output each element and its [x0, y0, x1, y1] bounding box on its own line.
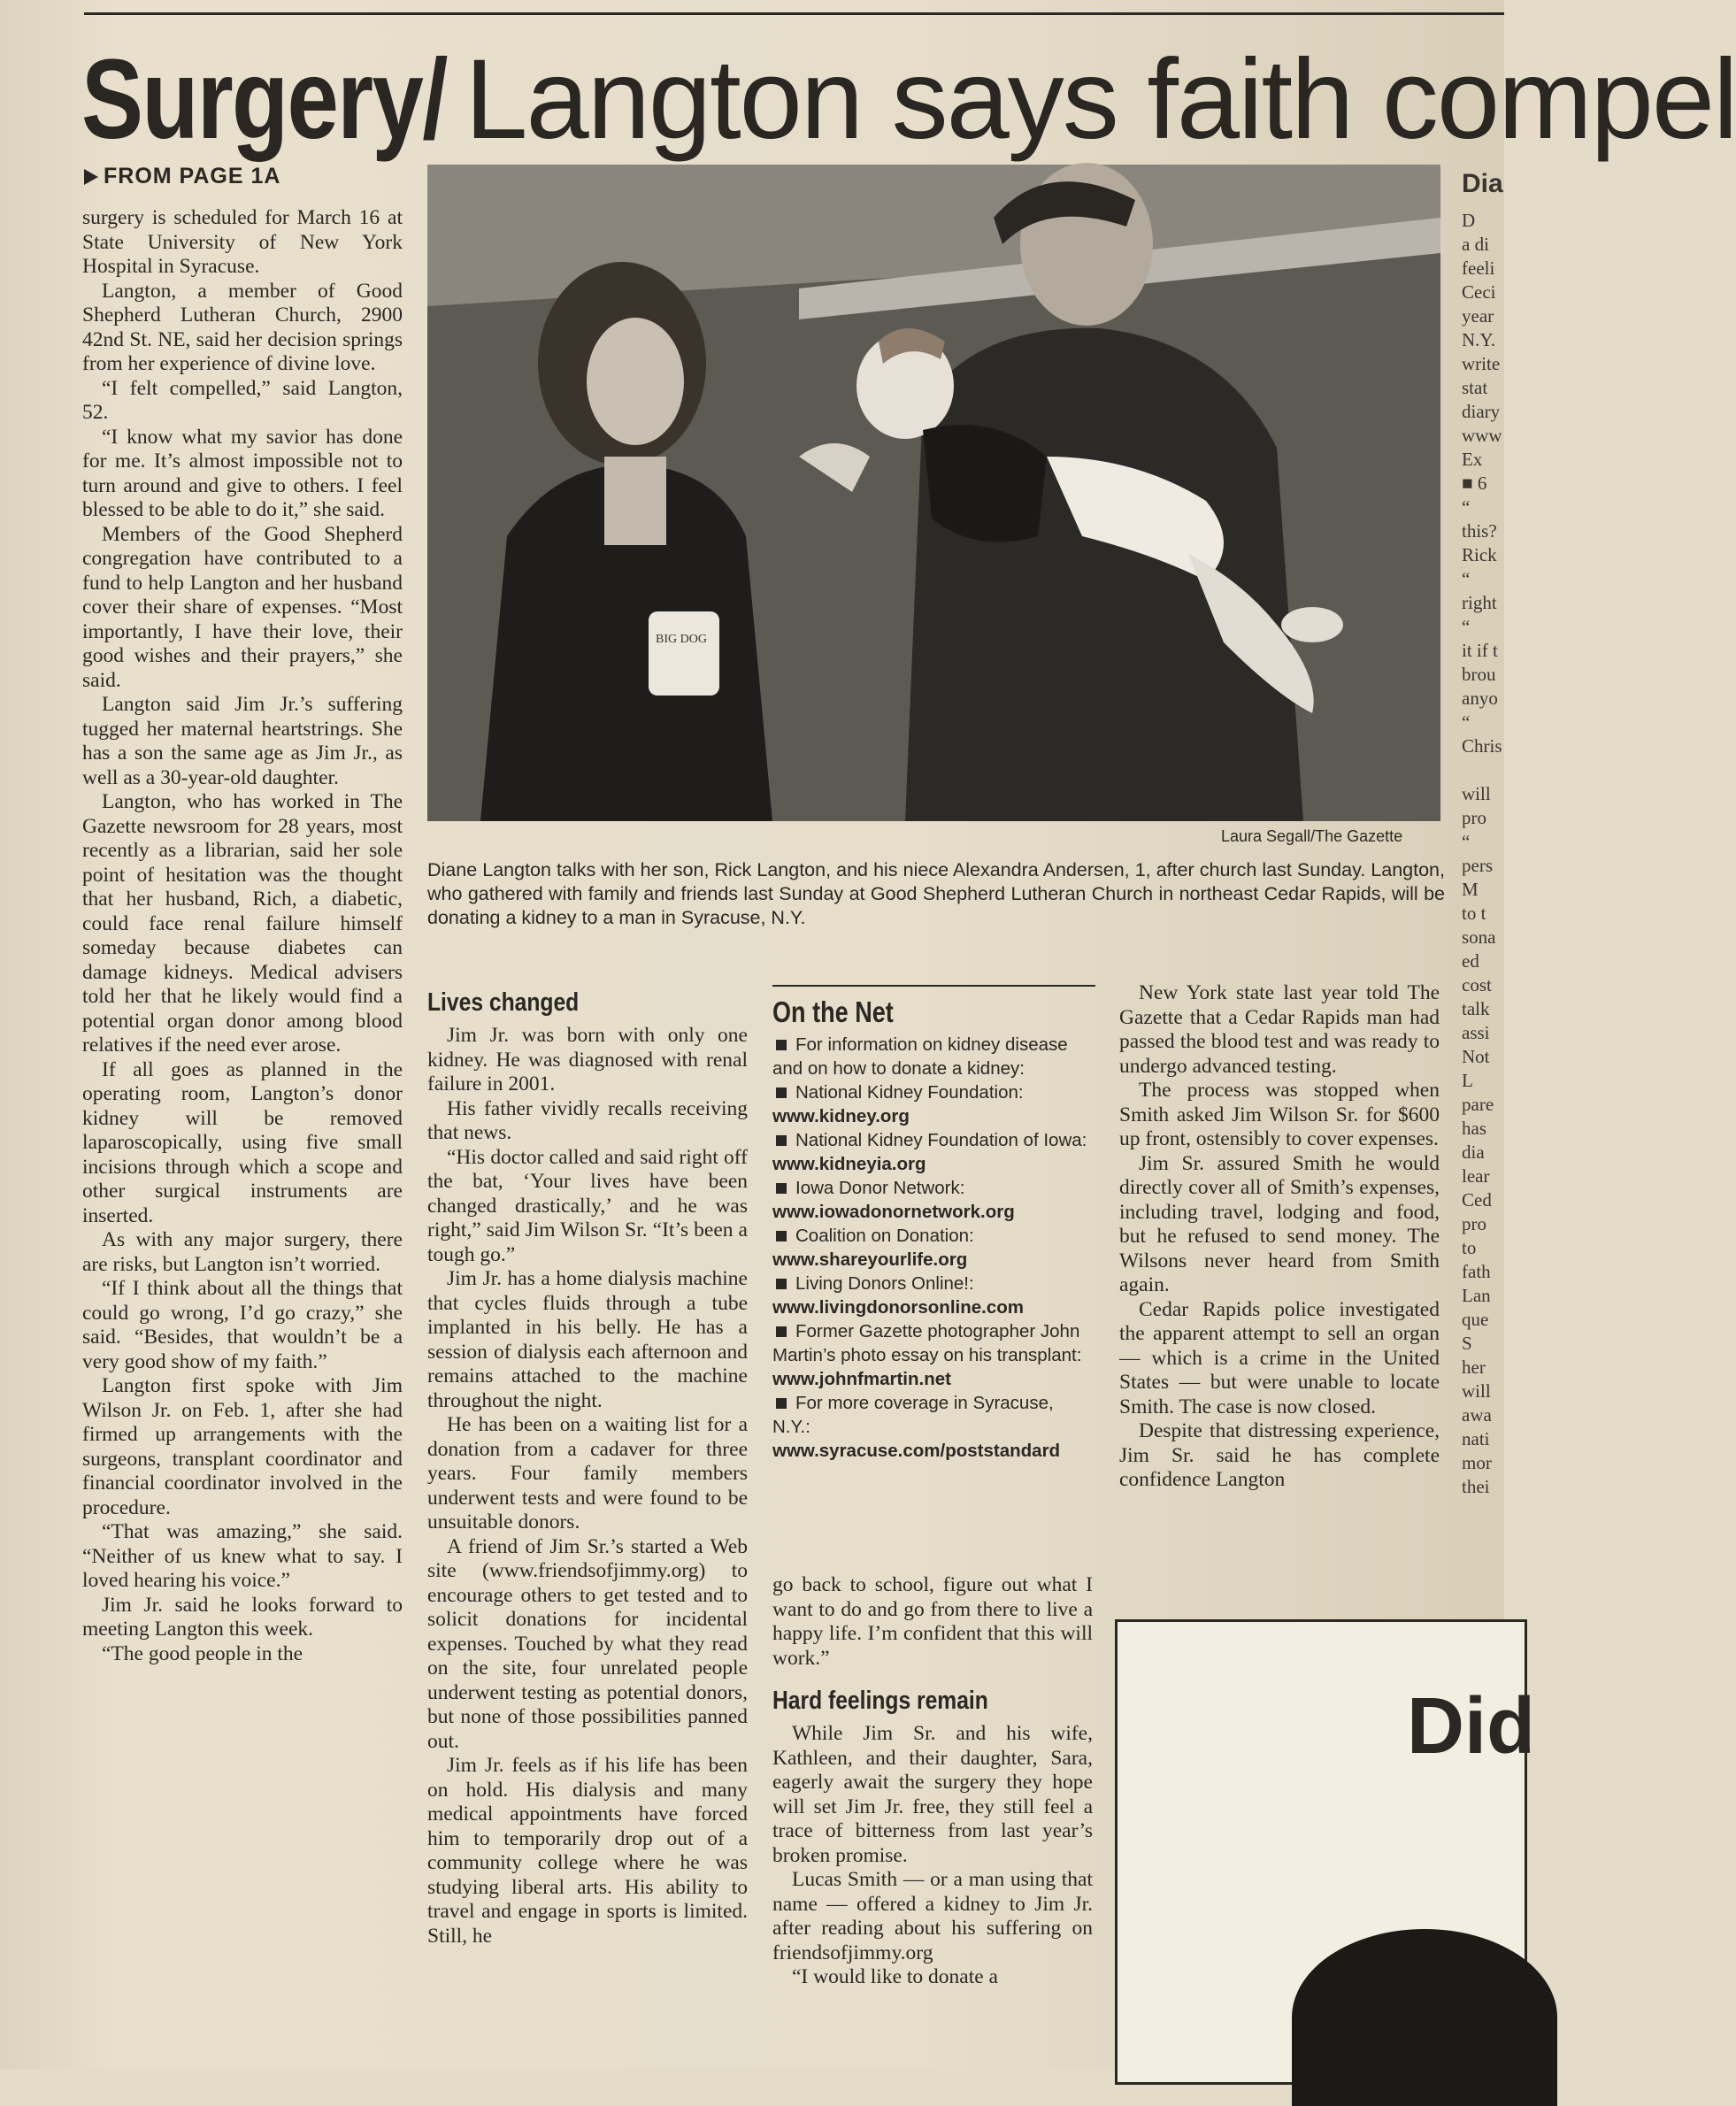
column-2-paragraph: “His doctor called and said right off the bat, ‘Your lives have been changed drastically,’ and he was right,” said Jim Wilson Sr. “It’s been a tough go.” [427, 1145, 748, 1266]
net-item [772, 1176, 1095, 1224]
column-3-paragraph: Lucas Smith — or a man using that name — offered a kidney to Jim Jr. after reading about his suffering on friendsofjimmy.org [772, 1868, 1093, 1964]
cut-off-line: www [1462, 425, 1502, 446]
net-item [772, 1391, 1095, 1463]
cut-off-line: “ [1462, 616, 1471, 637]
cut-off-line: year [1462, 305, 1494, 327]
net-item-link[interactable]: www.johnfmartin.net [772, 1369, 951, 1389]
column-4-paragraph: Cedar Rapids police investigated the apparent attempt to sell an organ — which is a crime in the United States — but were unable to locate Smith. The case is now closed. [1119, 1297, 1440, 1418]
cut-off-line: pro [1462, 1213, 1486, 1234]
cut-off-line: awa [1462, 1404, 1492, 1426]
cut-off-line: S [1462, 1333, 1472, 1354]
cut-off-line: Ex [1462, 449, 1483, 470]
column-3-lead: go back to school, figure out what I want to do and go from there to live a happy life. I’m confident that this will work.” [772, 1573, 1093, 1670]
cut-off-line: right [1462, 592, 1497, 613]
column-1-paragraph: “The good people in the [102, 1641, 303, 1665]
cut-off-line: L [1462, 1070, 1473, 1091]
net-item [772, 1033, 1095, 1080]
column-4-paragraph: Jim Sr. assured Smith he would directly cover all of Smith’s expenses, including travel, lodging and food, but he refused to send money. The Wilsons never heard from Smith again. [1119, 1151, 1440, 1296]
column-1-paragraph: surgery is scheduled for March 16 at State University of New York Hospital in Syracuse. [82, 206, 403, 278]
cut-off-line: Lan [1462, 1285, 1491, 1306]
subhead-hard-feelings: Hard feelings remain [772, 1687, 988, 1715]
cut-off-line: nati [1462, 1428, 1490, 1449]
cut-off-line: mor [1462, 1452, 1492, 1473]
headline [81, 34, 1736, 166]
cut-off-line: ed [1462, 950, 1479, 972]
cut-off-line: “ [1462, 711, 1471, 733]
net-item [772, 1080, 1095, 1128]
column-1-paragraph: As with any major surgery, there are risks, but Langton isn’t worried. [82, 1228, 403, 1276]
bullet-square-icon [776, 1088, 787, 1098]
cut-off-line: will [1462, 783, 1491, 804]
column-2-paragraph: A friend of Jim Sr.’s started a Web site (www.friendsofjimmy.org) to encourage others to get tested and to solicit donations for incidental expenses. Touched by what they read on the site, four unrelated people underwent testing as potential donors, but none of those possibilities panned out. [427, 1534, 748, 1753]
advertisement-photo [1292, 1929, 1557, 2106]
cut-off-line: “ [1462, 831, 1471, 852]
column-2 [427, 980, 748, 1948]
right-arrow-icon [84, 169, 98, 185]
cut-off-line: brou [1462, 664, 1496, 685]
column-2-body [427, 1024, 748, 1948]
column-1-paragraph: Langton, a member of Good Shepherd Lutheran Church, 2900 42nd St. NE, said her decision springs from her experience of divine love. [82, 279, 403, 375]
cut-off-heading: Dia [1462, 169, 1503, 198]
column-3-paragraph: “I would like to donate a [792, 1965, 998, 1988]
cut-off-line: “ [1462, 568, 1471, 589]
bullet-square-icon [776, 1135, 787, 1146]
cut-off-line: this? [1462, 520, 1497, 542]
cut-off-line: pare [1462, 1094, 1494, 1115]
bullet-square-icon [776, 1398, 787, 1409]
net-item-link[interactable]: www.shareyourlife.org [772, 1249, 968, 1270]
cut-off-line: will [1462, 1380, 1491, 1402]
column-3-body [772, 1722, 1093, 1990]
photo-caption: Diane Langton talks with her son, Rick Langton, and his niece Alexandra Andersen, 1, after church last Sunday. Langton, who gathered with family and friends last Sunday at Good Shepherd Lutheran Church in northeast Cedar Rapids, will be donating a kidney to a man in Syracuse, N.Y. [427, 859, 1445, 928]
cut-off-line: fath [1462, 1261, 1491, 1282]
bullet-square-icon [776, 1279, 787, 1289]
cut-off-line: pers [1462, 855, 1493, 876]
column-1-paragraph: Members of the Good Shepherd congregation have contributed to a fund to help Langton and her husband cover their share of expenses. “Most importantly, I have their love, their good wishes and their prayers,” she said. [82, 522, 403, 692]
net-item [772, 1128, 1095, 1176]
cut-off-line: Ced [1462, 1189, 1492, 1211]
top-rule [84, 12, 1504, 15]
net-item-link[interactable]: www.livingdonorsonline.com [772, 1297, 1024, 1318]
column-1-paragraph: “If I think about all the things that could go wrong, I’d go crazy,” she said. “Besides, that wouldn’t be a very good show of my faith.” [82, 1277, 403, 1373]
net-item-text: Coalition on Donation: [795, 1226, 974, 1246]
column-1 [82, 206, 403, 1666]
bullet-square-icon [776, 1183, 787, 1194]
cut-off-line: dia [1462, 1141, 1485, 1163]
column-2-paragraph: Jim Jr. has a home dialysis machine that cycles fluids through a tube implanted in his belly. He has a session of dialysis each afternoon and remains attached to the machine throughout the night. [427, 1267, 748, 1412]
cut-off-line: Rick [1462, 544, 1497, 565]
net-item-link[interactable]: www.iowadonornetwork.org [772, 1202, 1015, 1222]
cut-off-line: cost [1462, 974, 1492, 995]
column-1-paragraph: If all goes as planned in the operating room, Langton’s donor kidney will be removed laparoscopically, using five small incisions through which a scope and other surgical instruments are inserted. [82, 1057, 403, 1227]
cut-off-line: diary [1462, 401, 1501, 422]
cut-off-line: Chris [1462, 735, 1502, 757]
cut-off-line: write [1462, 353, 1501, 374]
cut-off-line: que [1462, 1309, 1489, 1330]
net-item-text: For more coverage in Syracuse, N.Y.: [772, 1393, 1054, 1437]
net-item-text: National Kidney Foundation: [795, 1082, 1024, 1103]
column-3-paragraph: While Jim Sr. and his wife, Kathleen, and their daughter, Sara, eagerly await the surgery they hope will set Jim Jr. free, they still feel a trace of bitterness from last year’s broken promise. [772, 1722, 1093, 1867]
cut-off-line: to [1462, 1237, 1477, 1258]
column-2-paragraph: Jim Jr. was born with only one kidney. He was diagnosed with renal failure in 2001. [427, 1024, 748, 1095]
net-item-link[interactable]: www.kidneyia.org [772, 1154, 926, 1174]
column-4 [1119, 981, 1440, 1493]
photo-illustration [427, 165, 1440, 821]
column-4-paragraph: New York state last year told The Gazette that a Cedar Rapids man had passed the blood test and was ready to undergo advanced testing. [1119, 981, 1440, 1078]
bullet-square-icon [776, 1040, 787, 1050]
photo-credit: Laura Segall/The Gazette [1221, 827, 1403, 845]
cut-off-line: lear [1462, 1165, 1490, 1187]
column-1-paragraph: “That was amazing,” she said. “Neither of us knew what to say. I loved hearing his voice.” [82, 1520, 403, 1592]
net-item [772, 1319, 1095, 1391]
news-photo [427, 165, 1440, 821]
column-1-paragraph: Langton, who has worked in The Gazette newsroom for 28 years, most recently as a librarian, said her sole point of hesitation was the thought that her husband, Rich, a diabetic, could face renal failure himself someday because diabetes can damage kidneys. Medical advisers told her that he likely would find a potential organ donor among blood relatives if the need ever arose. [82, 790, 403, 1057]
bullet-square-icon [776, 1326, 787, 1337]
net-item-text: Iowa Donor Network: [795, 1178, 965, 1198]
column-2-paragraph: Jim Jr. feels as if his life has been on hold. His dialysis and many medical appointments have forced him to temporarily drop out of a community college where he was studying liberal arts. His ability to travel and engage in sports is limited. Still, he [427, 1754, 748, 1948]
net-item [772, 1224, 1095, 1272]
cut-off-line: N.Y. [1462, 329, 1496, 350]
cut-off-line: “ [1462, 496, 1471, 518]
net-item-link[interactable]: www.syracuse.com/poststandard [772, 1441, 1061, 1461]
cut-off-lines [1462, 209, 1504, 1499]
cut-off-line: M [1462, 879, 1479, 900]
cut-off-line: assi [1462, 1022, 1490, 1043]
cut-off-line: feeli [1462, 257, 1495, 279]
column-1-paragraph: Langton said Jim Jr.’s suffering tugged her maternal heartstrings. She has a son the same age as Jim Jr., as well as a 30-year-old daughter. [82, 693, 403, 789]
on-the-net-list [772, 1033, 1095, 1463]
cut-off-line: stat [1462, 377, 1488, 398]
net-item-text: For information on kidney disease and on how to donate a kidney: [772, 1034, 1068, 1079]
cut-off-line: D [1462, 210, 1476, 231]
cut-off-line [1462, 758, 1504, 782]
headline-rest: Langton says faith compel [465, 36, 1736, 163]
column-4-paragraph: The process was stopped when Smith asked Jim Wilson Sr. for $600 up front, ostensibly to cover expenses. [1119, 1079, 1440, 1150]
cut-off-line: to t [1462, 903, 1486, 924]
cut-off-line: talk [1462, 998, 1490, 1019]
headline-bold: Surgery/ [81, 36, 447, 163]
jump-line [84, 164, 280, 189]
cut-off-line: it if t [1462, 640, 1498, 661]
column-2-paragraph: His father vividly recalls receiving that news. [427, 1096, 748, 1144]
cut-off-line: her [1462, 1357, 1486, 1378]
cut-off-line: pro [1462, 807, 1486, 828]
cut-off-line: sona [1462, 926, 1496, 948]
mug-text: BIG DOG [656, 633, 707, 646]
column-4-paragraph: Despite that distressing experience, Jim Sr. said he has complete confidence Langton [1119, 1419, 1440, 1491]
advertisement-text: Did [1407, 1682, 1535, 1771]
column-1-paragraph: “I felt compelled,” said Langton, 52. [82, 376, 403, 424]
column-1-paragraph: “I know what my savior has done for me. It’s almost impossible not to turn around and give to others. I feel blessed to be able to do it,” she said. [82, 425, 403, 521]
cut-off-column [1462, 165, 1504, 1545]
net-item-text: Living Donors Online!: [795, 1273, 974, 1294]
cut-off-line: Not [1462, 1046, 1490, 1067]
column-1-paragraph: Jim Jr. said he looks forward to meeting Langton this week. [82, 1593, 403, 1641]
net-item-text: Former Gazette photographer John Martin’s photo essay on his transplant: [772, 1321, 1082, 1365]
column-2-paragraph: He has been on a waiting list for a donation from a cadaver for three years. Four family members underwent tests and were found to be unsuitable donors. [427, 1413, 748, 1533]
net-item-link[interactable]: www.kidney.org [772, 1106, 910, 1126]
cut-off-line: ■ 6 [1462, 473, 1487, 494]
bullet-square-icon [776, 1231, 787, 1241]
cut-off-line: thei [1462, 1476, 1490, 1497]
subhead-lives-changed: Lives changed [427, 988, 580, 1017]
net-item [772, 1272, 1095, 1319]
column-1-paragraph: Langton first spoke with Jim Wilson Jr. on Feb. 1, after she had firmed up arrangements with the surgeons, transplant coordinator and financial coordinator involved in the procedure. [82, 1374, 403, 1519]
jump-label: FROM PAGE 1A [104, 164, 281, 188]
cut-off-line: a di [1462, 234, 1489, 255]
on-the-net-title: On the Net [772, 995, 894, 1028]
cut-off-line: has [1462, 1118, 1486, 1139]
on-the-net-box [772, 985, 1095, 1463]
column-3-lower [772, 1573, 1093, 1990]
net-item-text: National Kidney Foundation of Iowa: [795, 1130, 1087, 1150]
cut-off-line: anyo [1462, 688, 1498, 709]
cut-off-line: Ceci [1462, 281, 1496, 303]
